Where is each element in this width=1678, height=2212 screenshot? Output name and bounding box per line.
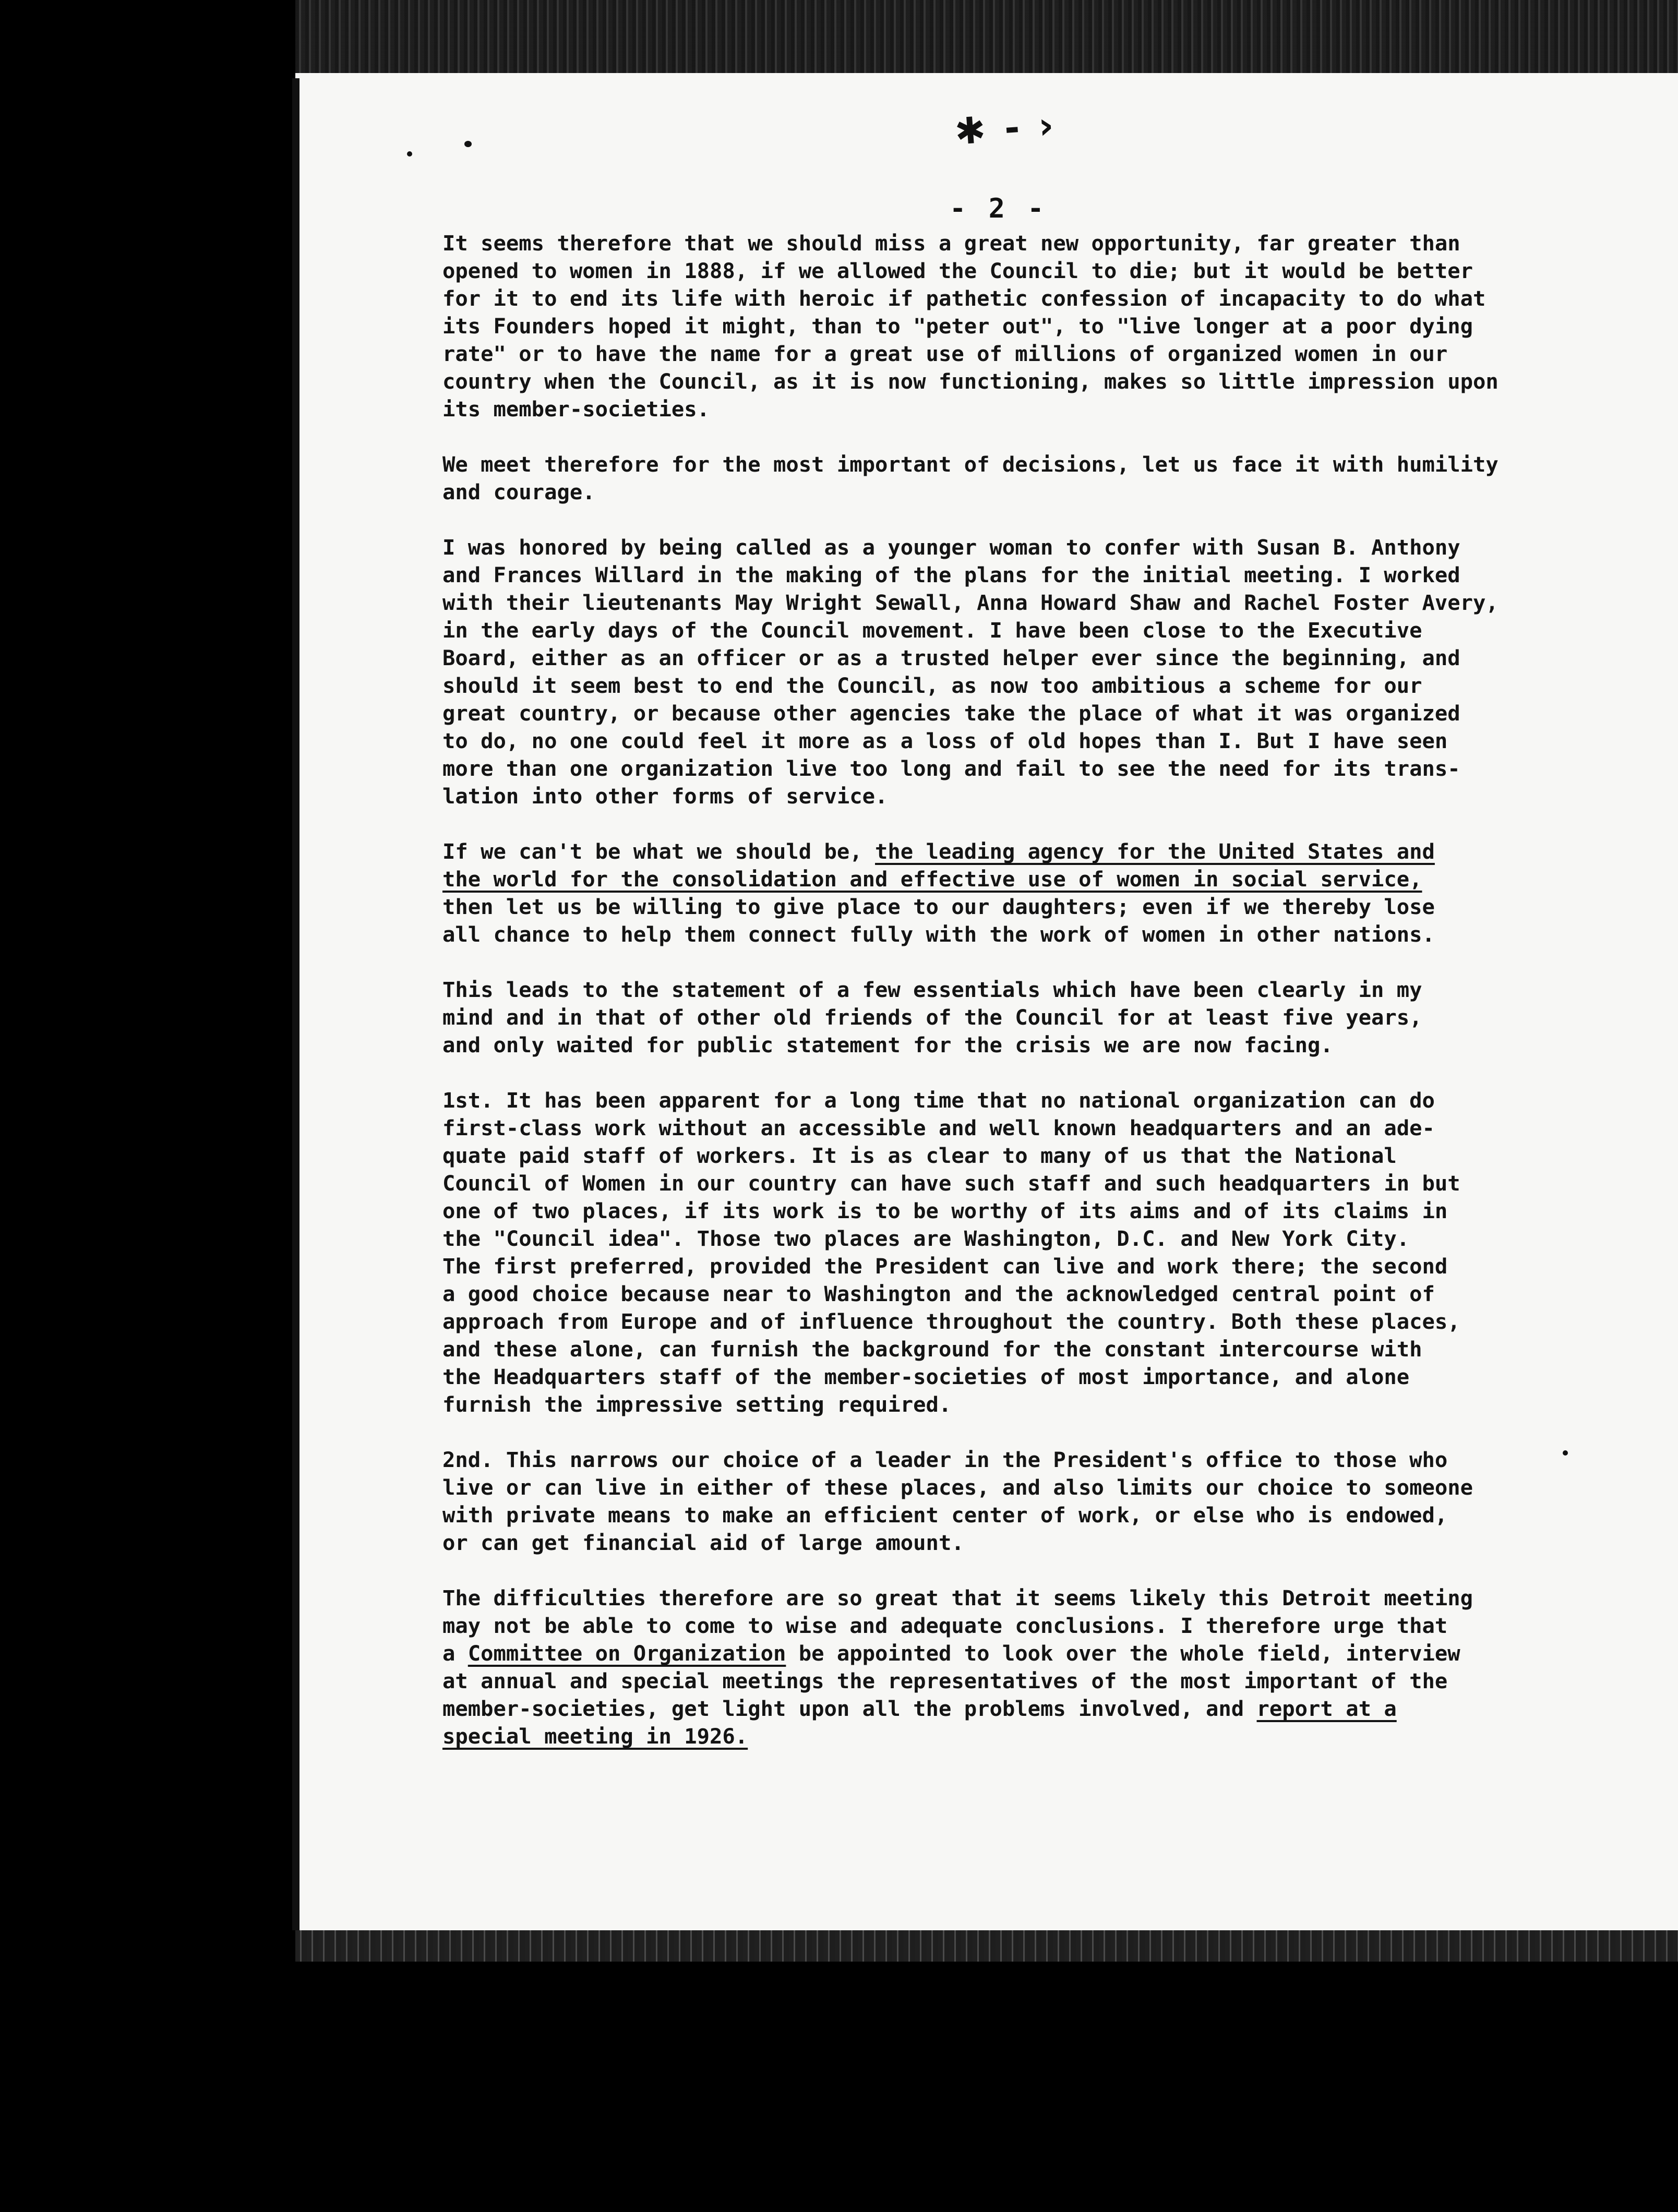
letter-body <box>442 230 1590 1778</box>
paragraph-committee-proposal <box>442 1584 1590 1750</box>
committee-on-organization: Committee on Organization <box>468 1641 786 1666</box>
paragraph-first-headquarters: 1st. It has been apparent for a long time that no national organization can do first-class work without an accessible and well known headquarters and an ade- quate paid staff of workers. It is as clear to many of us that the National Council of Women in our country can have such staff and such headquarters in but one of two places, if its work is to be worthy of its aims and of its claims in the "Council idea". Those two places are Washington, D.C. and New York City. The first preferred, provided the President can live and work there; the second a good choice because near to Washington and the acknowledged central point of approach from Europe and of influence throughout the country. Both these places, and these alone, can furnish the background for the constant intercourse with the Headquarters staff of the member-societies of most importance, and alone furnish the impressive setting required. <box>442 1088 1460 1417</box>
scan-speck <box>464 141 472 147</box>
scan-bottom-edge <box>295 1930 1678 1962</box>
leading-agency-underlined: the leading agency for the United States and the world for the consolidation and effective use of women in social service, <box>442 839 1435 892</box>
paragraph-essentials: This leads to the statement of a few essentials which have been clearly in my mind and in that of other old friends of the Council for at least five years, and only waited for public statement for the crisis we are now facing. <box>442 977 1422 1057</box>
scan-speck <box>407 151 412 157</box>
page-number: - 2 - <box>950 193 1047 224</box>
scan-top-edge <box>295 0 1678 78</box>
paragraph-personal-history: I was honored by being called as a younger woman to confer with Susan B. Anthony and Frances Willard in the making of the plans for the initial meeting. I worked with their lieutenants May Wright Sewall, Anna Howard Shaw and Rachel Foster Avery, in the early days of the Council movement. I have been close to the Executive Board, either as an officer or as a trusted helper ever since the beginning, and should it seem best to end the Council, as now too ambitious a scheme for our great country, or because other agencies take the place of what it was organized to do, no one could feel it more as a loss of old hopes than I. But I have seen more than one organization live too long and fail to see the need for its trans- lation into other forms of service. <box>442 535 1499 809</box>
special-meeting-report: report at a special meeting in 1926. <box>442 1696 1397 1749</box>
paragraph-meeting-decisions: We meet therefore for the most important of decisions, let us face it with humility and courage. <box>442 452 1499 504</box>
paragraph-leading-agency <box>442 838 1590 948</box>
leading-agency-rest: then let us be willing to give place to our daughters; even if we thereby lose all chance to help them connect fully with the work of women in other nations. <box>442 894 1435 947</box>
paragraph-council-opportunity: It seems therefore that we should miss a great new opportunity, far greater than opened to women in 1888, if we allowed the Council to die; but it would be better for it to end its life with heroic if pathetic confession of incapacity to do what its Founders hoped it might, than to "peter out", to "live longer at a poor dying rate" or to have the name for a great use of millions of organized women in our country when the Council, as it is now functioning, makes so little impression upon its member-societies. <box>442 231 1499 422</box>
committee-text-start: The difficulties therefore are so great that it seems likely this Detroit meeting may not be able to come to wise and adequate conclusions. I therefore urge that a <box>442 1585 1473 1666</box>
scan-artifact-mark: ✱ - › <box>953 103 1058 153</box>
leading-agency-intro: If we can't be what we should be, <box>442 839 876 864</box>
page-left-border <box>292 78 299 1930</box>
committee-text-middle: be appointed to look over the whole field, interview at annual and special meetings the representatives of the most important of the member-societies, get light upon all the problems involved, and <box>442 1641 1460 1721</box>
paragraph-second-leader: 2nd. This narrows our choice of a leader in the President's office to those who live or can live in either of these places, and also limits our choice to someone with private means to make an efficient center of work, or else who is endowed, or can get financial aid of large amount. <box>442 1447 1473 1555</box>
